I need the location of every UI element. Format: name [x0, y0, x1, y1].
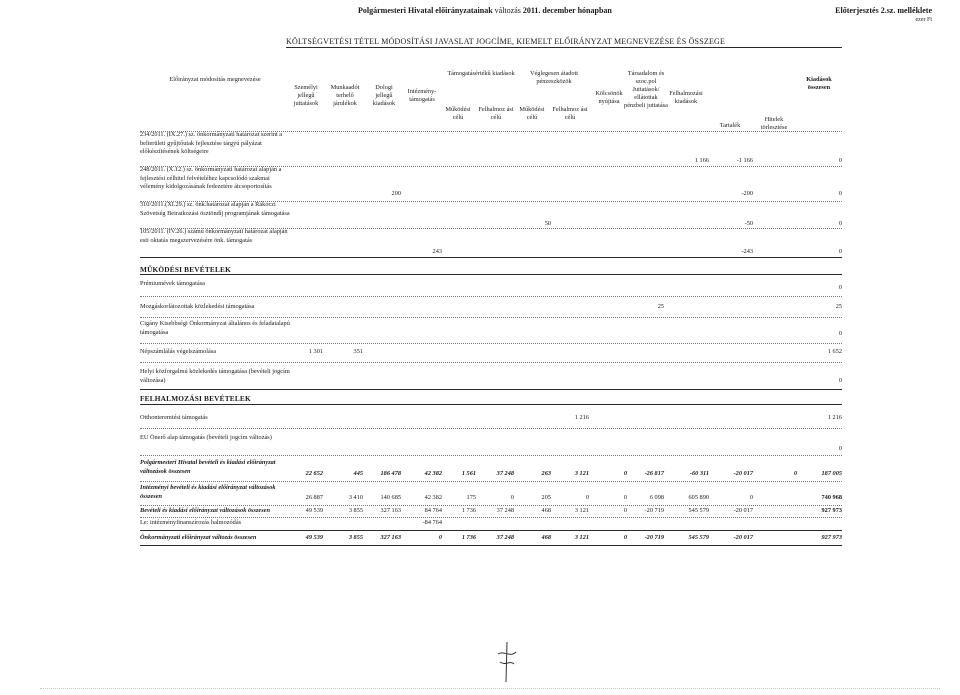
total-t5-v0: 49 539 [305, 534, 323, 541]
scan-noise-line [40, 688, 940, 689]
total-label-t1: Polgármesteri Hivatal bevételi és kiadási előirányzat változások összesen [140, 459, 276, 475]
row-r2-dologi: 200 [391, 190, 401, 197]
col-header-veglegesen-group: Véglegesen átadott pénzeszközök [529, 70, 579, 85]
total-t5-v5: 37 248 [496, 534, 514, 541]
col-header-tarsadalom: Társadalom és szoc.pol Juttatások/ ellátottak pénzbeli juttatása [624, 70, 668, 109]
col-header-tartalek: Tartalék [719, 122, 741, 129]
col-header-kolcsonok: Kölcsönök nyújtása [595, 90, 623, 105]
total-t2-v11: 0 [749, 494, 753, 501]
total-t4-v3: -84 764 [422, 519, 442, 526]
total-t5-v3: 0 [438, 534, 442, 541]
total-t2-v9: 6 098 [649, 494, 664, 501]
total-label-t4: Le: intézményfinanszírozás halmozódás [140, 519, 242, 526]
col-header-tamogatas-group: Támogatásértékű kiadások [447, 70, 515, 77]
total-t1-v13: 187 005 [821, 470, 842, 477]
total-t5-v9: -20 719 [644, 534, 664, 541]
total-t1-v9: -26 817 [644, 470, 664, 477]
col-header-mukodesi2: Működési célú [519, 106, 545, 121]
total-t1-v11: -20 017 [733, 470, 753, 477]
row-r4-total: 0 [838, 248, 842, 255]
row-r9-total: 0 [838, 377, 842, 384]
total-t3-v6: 468 [541, 507, 551, 514]
row-label-r8: Népszámlálás végelszámolása [140, 348, 217, 355]
total-t1-v7: 3 121 [574, 470, 589, 477]
row-r10-kolcsonok: 1 216 [574, 414, 589, 421]
total-t2-v13: 740 968 [821, 494, 842, 501]
handwritten-mark-icon [492, 640, 522, 684]
col-header-intezmeny: Intézmény-támogatás [407, 88, 437, 103]
total-label-t2: Intézményi bevételi és kiadási előirányzat változások összesen [140, 484, 276, 500]
total-t5-v8: 0 [623, 534, 627, 541]
attachment-label: Előterjesztés 2.sz. melléklete [835, 6, 932, 15]
total-label-t3: Bevételi és kiadási előirányzat változások összesen [140, 507, 270, 514]
row-r2-total: 0 [838, 190, 842, 197]
col-header-name: Előirányzat módosítás megnevezése [169, 76, 261, 83]
total-t1-v12: 0 [793, 470, 797, 477]
row-r11-total: 0 [838, 445, 842, 452]
total-t2-v5: 0 [510, 494, 514, 501]
grid-title: KÖLTSÉGVETÉSI TÉTEL MÓDOSÍTÁSI JAVASLAT JOGCÍME, KIEMELT ELŐIRÁNYZAT MEGNEVEZÉSE ÉS ÖSSZEGE [286, 37, 726, 46]
row-label-r3: 310/2011.(XI.29.) sz. önk.határozat alapján a Rákóczi Szövetség Beiratkozási ösztöndíj programjának támogatása [140, 201, 290, 217]
col-header-felhalmozasi: Felhalmozási kiadások [669, 90, 703, 105]
total-t1-v2: 186 478 [380, 470, 401, 477]
row-r1-total: 0 [838, 157, 842, 164]
total-t3-v0: 49 539 [305, 507, 323, 514]
document-title: Polgármesteri Hivatal előirányzatainak változás 2011. december hónapban [358, 6, 612, 15]
total-t3-v13: 927 973 [821, 507, 842, 514]
col-header-szemelyi: Személyi jellegű juttatások [293, 84, 319, 107]
total-t1-v0: 22 652 [305, 470, 323, 477]
total-t5-v6: 468 [541, 534, 551, 541]
total-t5-v2: 327 163 [380, 534, 401, 541]
row-r4-intezmeny: 243 [432, 248, 442, 255]
col-header-felhalmoz2: Felhalmoz ási célú [552, 106, 588, 121]
total-t3-v5: 37 248 [496, 507, 514, 514]
total-t2-v7: 0 [585, 494, 589, 501]
total-label-t5: Önkormányzati előirányzat változás összesen [140, 534, 257, 541]
total-t3-v9: -20 719 [644, 507, 664, 514]
row-r6-total: 25 [835, 303, 842, 310]
total-t1-v10: -60 311 [689, 470, 709, 477]
total-t3-v4: 1 736 [461, 507, 476, 514]
row-r3-tartalek: -50 [744, 220, 753, 227]
total-t3-v2: 327 163 [380, 507, 401, 514]
total-t2-v1: 3 410 [348, 494, 363, 501]
row-label-r9: Helyi közforgalmú közlekedés támogatása (bevételi jogcím változása) [140, 368, 290, 384]
col-header-felhalmoz: Felhalmoz ási célú [478, 106, 514, 121]
row-label-r1: 234/2011. (IX.27.) sz. önkormányzati határozat szerint a belterületi gyűjtőutak fejlesztése tárgyú pályázat előkészítésének költségeire [140, 131, 283, 156]
total-t1-v3: 42 382 [424, 470, 442, 477]
total-t2-v8: 0 [623, 494, 627, 501]
col-header-dologi: Dologi jellegű kiadások [372, 84, 396, 107]
total-t1-v4: 1 561 [461, 470, 476, 477]
row-label-r4: 105/2011. (IV.26.) számú önkormányzati határozat alapján esti oktatás megszervezésére önk. támogatás [140, 228, 288, 244]
unit-label: ezer Ft [915, 17, 932, 23]
row-label-r7: Cigány Kisebbségi Önkormányzat általános és feladatalapú támogatása [140, 320, 290, 336]
row-r6-tarsadalom: 25 [657, 303, 664, 310]
row-r7-total: 0 [838, 330, 842, 337]
row-label-r6: Mozgáskorlátozottak közlekedési támogatása [140, 303, 255, 310]
col-header-hitelek: Hitelek törlesztése [760, 116, 788, 131]
total-t1-v1: 445 [353, 470, 363, 477]
total-t2-v6: 205 [541, 494, 551, 501]
row-label-r11: EU Önerő alap támogatás (bevételi jogcím változás) [140, 434, 272, 441]
total-t5-v1: 3 855 [348, 534, 363, 541]
total-t5-v7: 3 121 [574, 534, 589, 541]
total-t3-v11: -20 017 [733, 507, 753, 514]
row-r3-mukodesi2: 50 [544, 220, 551, 227]
col-header-mukodesi: Működési célú [445, 106, 471, 121]
total-t1-v8: 0 [623, 470, 627, 477]
total-t5-v10: 545 579 [688, 534, 709, 541]
total-t5-v13: 927 973 [821, 534, 842, 541]
row-r2-tartalek: -200 [741, 190, 753, 197]
total-t3-v8: 0 [623, 507, 627, 514]
row-r5-total: 0 [838, 284, 842, 291]
row-label-r2: 248/2011. (X.12.) sz. önkormányzati határozat alapján a fejlesztési célhitel felvételéhez kapcsolódó szakmai vélemény kidolgozásának fedezetére átcsoportosítás [140, 166, 282, 191]
row-label-r5: Prémiumévek támogatása [140, 280, 205, 287]
total-t3-v10: 545 579 [688, 507, 709, 514]
row-r8-total: 1 652 [827, 348, 842, 355]
row-r10-total: 1 216 [827, 414, 842, 421]
total-t2-v4: 175 [466, 494, 476, 501]
total-t2-v3: 42 382 [424, 494, 442, 501]
row-r8-munkaado: 351 [353, 348, 363, 355]
row-r1-tartalek: -1 166 [736, 157, 753, 164]
total-t3-v1: 3 855 [348, 507, 363, 514]
total-t5-v11: -20 017 [733, 534, 753, 541]
total-t2-v0: 26 887 [305, 494, 323, 501]
total-t3-v3: 84 764 [424, 507, 442, 514]
total-t2-v10: 605 890 [688, 494, 709, 501]
row-r8-szemelyi: 1 301 [308, 348, 323, 355]
section-felhalmozasi-bevetelek: FELHALMOZÁSI BEVÉTELEK [140, 394, 251, 403]
row-r3-total: 0 [838, 220, 842, 227]
total-t1-v6: 263 [541, 470, 551, 477]
col-header-munkaado: Munkaadót terhelő járulékok [330, 84, 360, 107]
total-t1-v5: 37 248 [496, 470, 514, 477]
row-r1-felhalmozasi: 1 166 [694, 157, 709, 164]
row-r4-tartalek: -243 [741, 248, 753, 255]
total-t5-v4: 1 736 [461, 534, 476, 541]
section-mukodesi-bevetelek: MŰKÖDÉSI BEVÉTELEK [140, 265, 231, 274]
row-label-r10: Otthonteremtési támogatás [140, 414, 208, 421]
total-t3-v7: 3 121 [574, 507, 589, 514]
total-t2-v2: 140 685 [380, 494, 401, 501]
col-header-kiadasok: Kiadások összesen [806, 76, 832, 91]
